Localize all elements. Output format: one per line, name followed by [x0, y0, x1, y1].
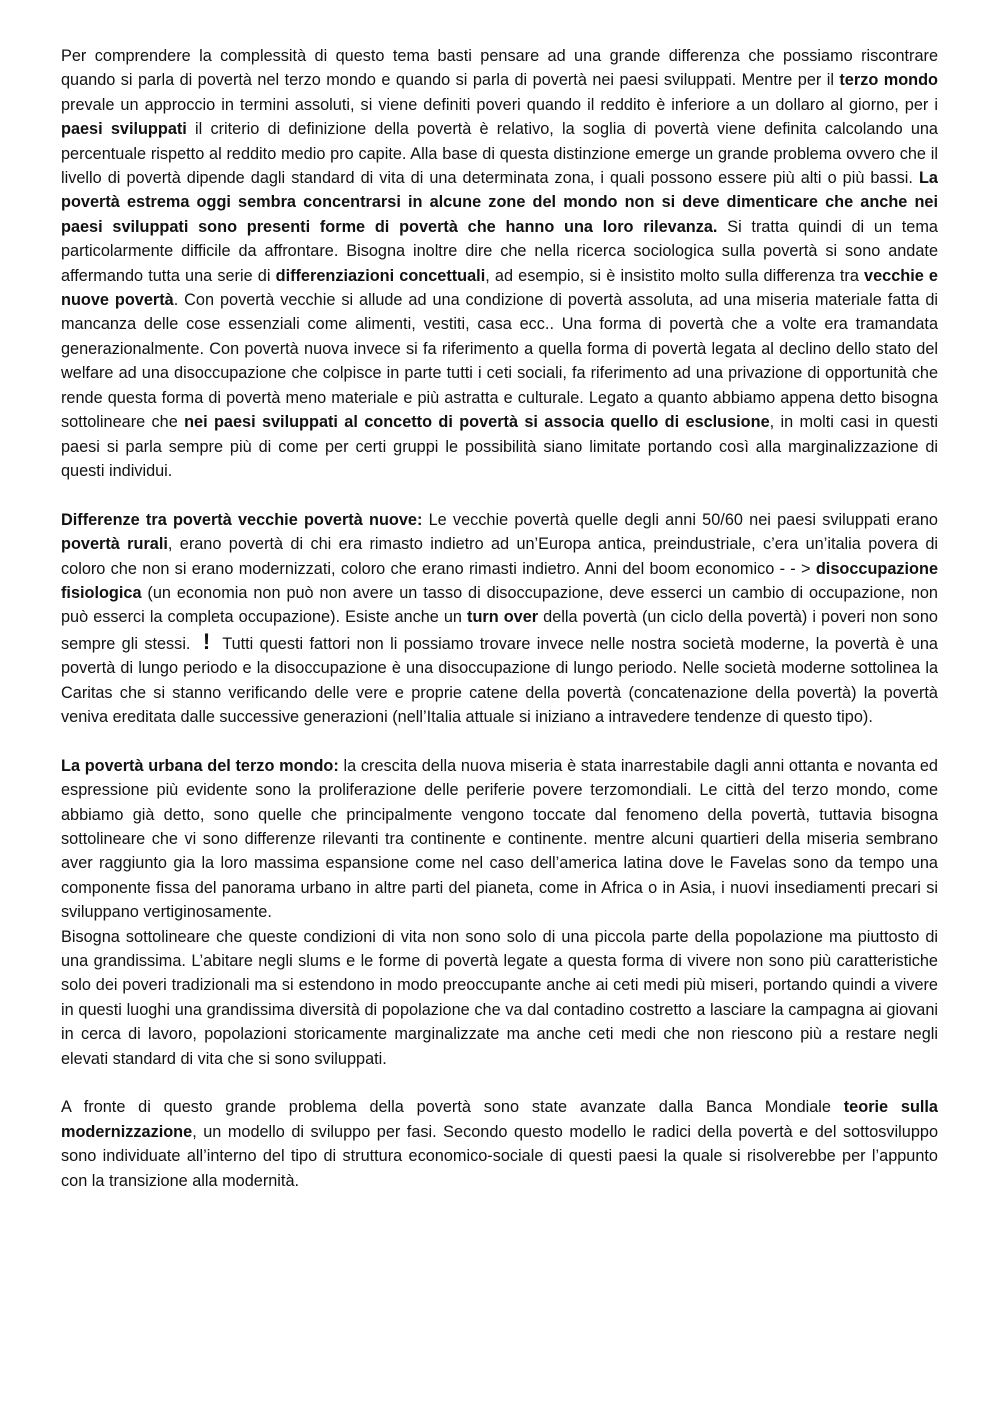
bold-text-run: teorie sulla modernizzazione: [61, 1098, 938, 1141]
document-page: [61, 44, 938, 1217]
bold-text-run: disoccupazione fisiologica: [61, 559, 938, 602]
paragraph-intro: [61, 44, 938, 483]
text-run: , un modello di sviluppo per fasi. Secondo questo modello le radici della povertà e del sottosviluppo sono individuate all’interno del tipo di struttura economico-sociale di questi paesi la quale si risolverebbe per l’appunto con la transizione alla modernità.: [61, 1122, 938, 1190]
text-run: , erano povertà di chi era rimasto indietro ad un’Europa antica, preindustriale, c’era un’italia povera di coloro che non si erano modernizzati, coloro che erano rimasti indietro. Anni del boom economico - - >: [61, 535, 938, 578]
text-run: Per comprendere la complessità di questo tema basti pensare ad una grande differenza che possiamo riscontrare quando si parla di povertà nel terzo mondo e quando si parla di povertà nei paesi sviluppati. Mentre per il: [61, 47, 938, 90]
bold-text-run: La povertà estrema oggi sembra concentrarsi in alcune zone del mondo non si deve dimenticare che anche nei paesi sviluppati sono presenti forme di povertà che hanno una loro rilevanza.: [61, 169, 938, 236]
text-run: Si tratta quindi di un tema particolarmente difficile da affrontare. Bisogna inoltre dire che nella ricerca sociologica sulla povertà si sono andate affermando tutta una serie di: [61, 217, 938, 285]
paragraph-banca: [61, 1095, 938, 1193]
bold-text-run: nei paesi sviluppati al concetto di povertà si associa quello di esclusione: [184, 413, 770, 432]
paragraph-urbana: [61, 754, 938, 1071]
text-run: prevale un approccio in termini assoluti, si viene definiti poveri quando il reddito è inferiore a un dollaro al giorno, per i: [61, 95, 938, 114]
bold-text-run: turn over: [467, 608, 539, 627]
bold-text-run: La povertà urbana del terzo mondo:: [61, 756, 339, 775]
text-run: Le vecchie povertà quelle degli anni 50/60 nei paesi sviluppati erano: [422, 510, 938, 529]
text-run: della povertà (un ciclo della povertà) i poveri non sono sempre gli stessi.: [61, 608, 938, 653]
text-run: (un economia non può non avere un tasso di disoccupazione, deve esserci un cambio di occupazione, non può esserci la completa occupazione). Esiste anche un: [61, 583, 938, 627]
text-run: Tutti questi fattori non li possiamo trovare invece nelle nostra società moderne, la povertà è una povertà di lungo periodo e la disoccupazione è una disoccupazione di lungo periodo. Nelle società moderne sottolinea la Caritas che si stanno verificando delle vere e proprie catene della povertà (concatenazione della povertà) la povertà veniva ereditata dalle successive generazioni (nell’Italia attuale si iniziano a intravedere tendenze di questo tipo).: [61, 634, 938, 726]
text-run: , in molti casi in questi paesi si parla sempre più di come per certi gruppi le possibilità siano limitate portando così alla marginalizzazione di questi individui.: [61, 413, 938, 480]
bold-text-run: povertà rurali: [61, 535, 168, 554]
text-run: la crescita della nuova miseria è stata inarrestabile dagli anni ottanta e novanta ed espressione più evidente sono la proliferazione delle periferie povere terzomondiali. Le città del terzo mondo, come abbiamo già detto, sono quelle che principalmente vengono toccate dal fenomeno della povertà, tuttavia bisogna sottolineare che vi sono differenze rilevanti tra continente e continente. mentre alcuni quartieri della miseria sembrano aver raggiunto gia la loro massima espansione come nel caso dell’america latina dove le Favelas sono da tempo una componente fissa del panorama urbano in altre parti del pianeta, come in Africa o in Asia, i nuovi insediamenti precari si sviluppano vertiginosamente.: [61, 756, 938, 922]
text-run: , ad esempio, si è insistito molto sulla differenza tra: [485, 266, 865, 285]
bold-text-run: terzo mondo: [839, 71, 938, 90]
bold-text-run: Differenze tra povertà vecchie povertà nuove:: [61, 510, 423, 529]
bold-text-run: vecchie e nuove povertà: [61, 266, 938, 310]
text-run: A fronte di questo grande problema della povertà sono state avanzate dalla Banca Mondiale: [61, 1098, 844, 1117]
text-run: il criterio di definizione della povertà è relativo, la soglia di povertà viene definita calcolando una percentuale rispetto al reddito medio pro capite. Alla base di questa distinzione emerge un grande problema ovvero che il livello di povertà dipende dagli standard di vita di una determinata zona, i quali possono essere più alti o più bassi.: [61, 120, 938, 188]
paragraph-differenze: [61, 508, 938, 730]
text-run: . Con povertà vecchie si allude ad una condizione di povertà assoluta, ad una miseria materiale fatta di mancanza delle cose essenziali come alimenti, vestiti, casa ecc.. Una forma di povertà che a volte era tramandata generazionalmente. Con povertà nuova invece si fa riferimento a quella forma di povertà legata al declino dello stato del welfare ad una disoccupazione che colpisce in parte tutti i ceti sociali, fa riferimento ad una privazione di opportunità che rende questa forma di povertà meno materiale e più astratta e culturale. Legato a quanto abbiamo appena detto bisogna sottolineare che: [61, 291, 938, 432]
bold-text-run: paesi sviluppati: [61, 120, 187, 139]
bold-text-run: differenziazioni concettuali: [275, 266, 486, 285]
text-run: Bisogna sottolineare che queste condizioni di vita non sono solo di una piccola parte della popolazione ma piuttosto di una grandissima. L’abitare negli slums e le forme di povertà legate a questa forma di vivere non sono più caratteristiche solo dei poveri tradizionali ma si estendono in modo preoccupante anche ai ceti medi più miseri, portando quindi a vivere in questi luoghi una grandissima diversità di popolazione che va dal contadino costretto a lasciare la campagna ai giovani in cerca di lavoro, popolazioni storicamente marginalizzate ma anche ceti medi che non riescono più a restare negli elevati standard di vita che si sono sviluppati.: [61, 927, 938, 1068]
exclamation-mark: !: [202, 628, 211, 654]
